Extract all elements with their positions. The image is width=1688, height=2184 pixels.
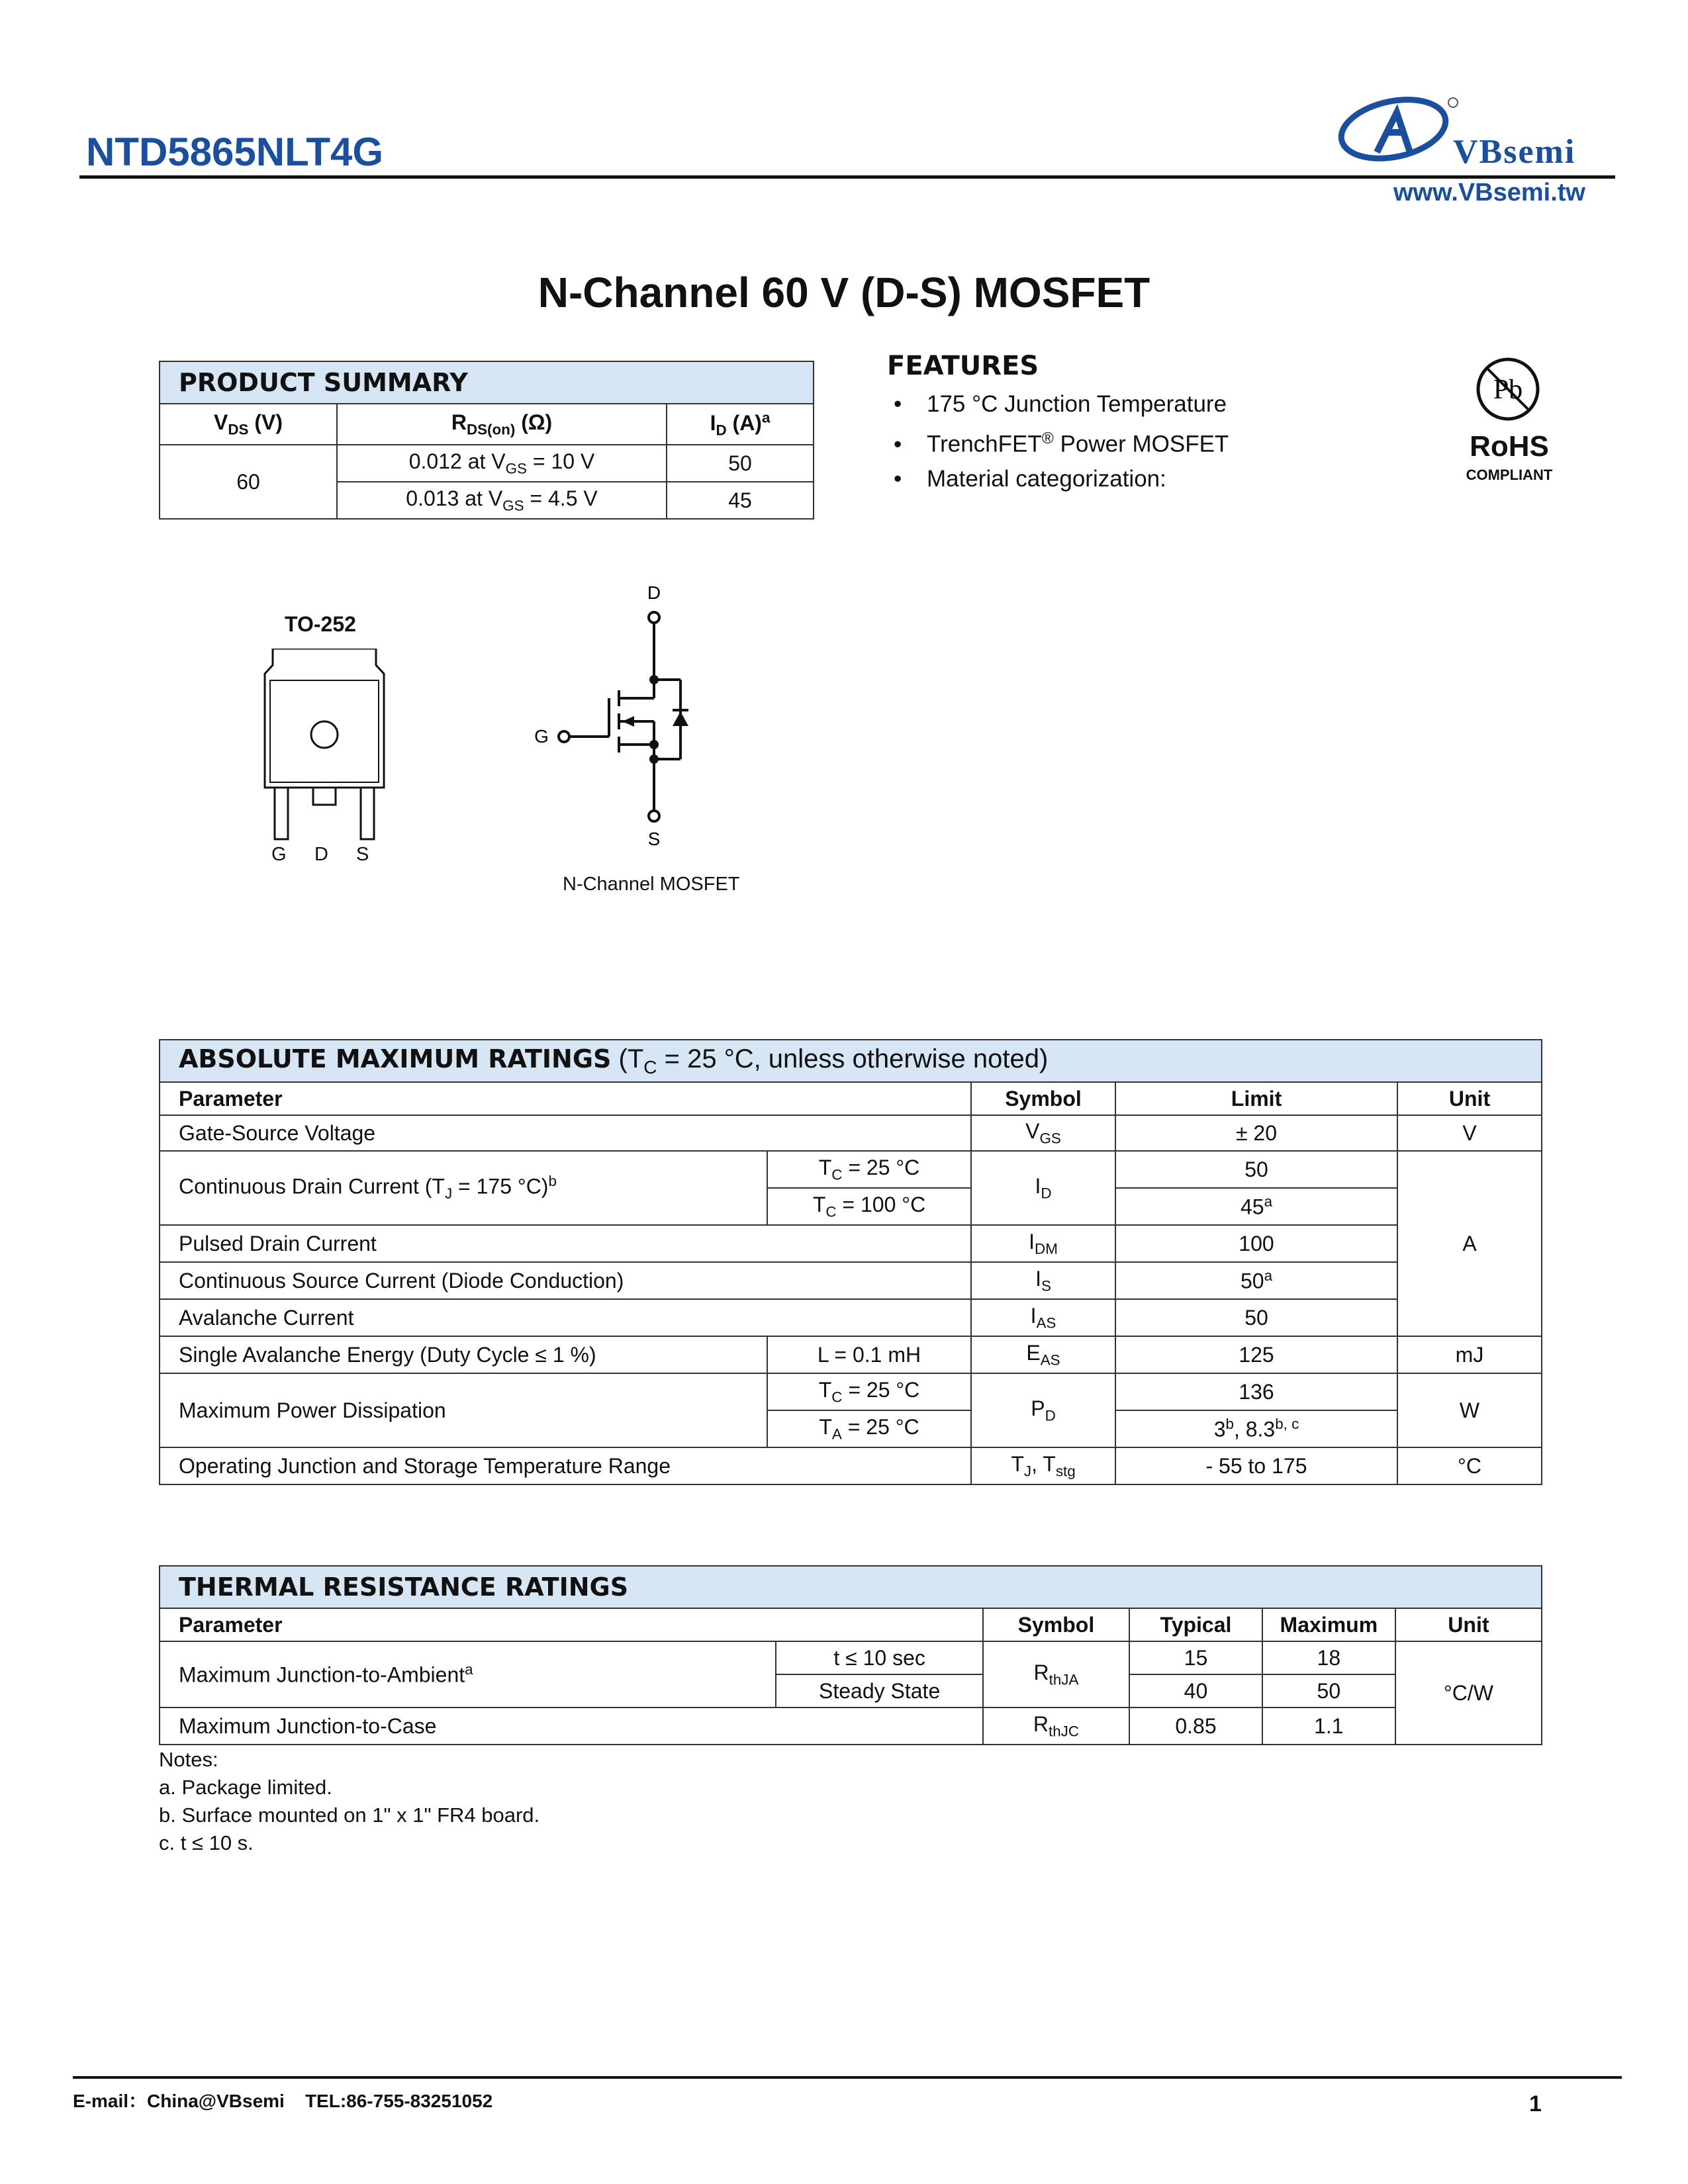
features-heading: FEATURES [887,351,1039,381]
part-number: NTD5865NLT4G [86,130,384,174]
list-item: • Material categorization: [894,462,1229,496]
col-vds: $V_{DS}$ (V) [160,404,337,445]
document-title: N-Channel 60 V (D-S) MOSFET [538,269,1150,316]
trr-heading: THERMAL RESISTANCE RATINGS [160,1566,1542,1608]
rds-cell: 0.012 at $V_{GS} = 10$ V [337,445,667,482]
table-row: Pulsed Drain Current $I_{DM}$ 100 [160,1225,1542,1262]
list-item: • TrenchFET® Power MOSFET [894,422,1229,462]
amr-heading: ABSOLUTE MAXIMUM RATINGS ($T_C = 25$ °C, unless otherwise noted) [160,1040,1542,1082]
table-row: Steady State 40 50 [160,1674,1542,1707]
pin-d-label: D [647,582,661,603]
table-row: Maximum Power Dissipation $T_C = 25$ °C $P_D$ 136 W [160,1373,1542,1410]
notes [159,1746,539,1857]
list-item: • 175 °C Junction Temperature [894,387,1229,422]
table-header-row [160,1082,1542,1115]
col-limit: Limit [1115,1082,1397,1115]
table-row: Maximum Junction-to-Case $R_{thJC}$ 0.85 1.1 [160,1707,1542,1745]
page-number: 1 [1529,2091,1542,2116]
pb-free-icon [1475,356,1541,422]
thermal-resistance-table [159,1565,1542,1745]
table-row [160,445,814,482]
pb-text: Pb [1493,375,1523,405]
product-summary-heading: PRODUCT SUMMARY [160,361,814,404]
pin-label-g: G [271,844,287,865]
notes-heading: Notes: [159,1748,218,1771]
table-row: Avalanche Current $I_{AS}$ 50 [160,1299,1542,1336]
table-row: Maximum Junction-to-Ambient$^a$ t ≤ 10 sec $R_{thJA}$ 15 18 °C/W [160,1641,1542,1674]
brand-name: VBsemi [1453,133,1576,171]
footer-rule [73,2076,1622,2079]
pin-label-s: S [356,844,369,865]
product-summary-table [159,361,814,520]
schematic-caption: N-Channel MOSFET [563,874,740,895]
table-row: $T_C = 100$ °C 45$^a$ [160,1188,1542,1225]
pin-s-label: S [647,829,661,849]
table-row: Operating Junction and Storage Temperature Range $T_J$, $T_{stg}$ - 55 to 175 °C [160,1447,1542,1484]
website-link[interactable]: www.VBsemi.tw [1393,179,1585,206]
table-row: Single Avalanche Energy (Duty Cycle ≤ 1 %) L = 0.1 mH $E_{AS}$ 125 mJ [160,1336,1542,1373]
col-symbol: Symbol [971,1082,1115,1115]
note-item: c. t ≤ 10 s. [159,1831,254,1854]
col-unit: Unit [1397,1082,1542,1115]
note-item: b. Surface mounted on 1" x 1" FR4 board. [159,1803,540,1827]
to252-package-icon [258,649,391,847]
table-row: Gate-Source Voltage $V_{GS}$ ± 20 V [160,1115,1542,1151]
pin-g-label: G [534,726,549,747]
id-cell: 50 [667,445,814,482]
footer-contact: E-mail：China@VBsemi TEL:86-755-83251052 [73,2091,493,2111]
features-list [894,387,1229,496]
id-cell: 45 [667,482,814,519]
mosfet-schematic-icon [523,579,715,857]
rds-cell: 0.013 at $V_{GS} = 4.5$ V [337,482,667,519]
absolute-max-ratings-table [159,1039,1542,1485]
pin-label-d: D [314,844,328,865]
col-id: $I_D$ $(A)^a$ [667,404,814,445]
rohs-label: RoHS [1470,430,1549,463]
table-row: $T_A = 25$ °C 3$^b$, 8.3$^{b, c}$ [160,1410,1542,1447]
col-parameter: Parameter [160,1082,971,1115]
note-item: a. Package limited. [159,1776,332,1799]
package-label: TO-252 [285,612,356,636]
table-row: Continuous Source Current (Diode Conduction) $I_S$ 50$^a$ [160,1262,1542,1299]
vds-value: 60 [160,445,337,519]
rohs-compliant: COMPLIANT [1466,467,1553,483]
table-header-row: Parameter Symbol Typical Maximum Unit [160,1608,1542,1641]
col-rds: $R_{DS(on)}$ (Ω) [337,404,667,445]
table-row: Continuous Drain Current ($T_J = 175$ °C)$^b$ $T_C = 25$ °C $I_D$ 50 A [160,1151,1542,1188]
